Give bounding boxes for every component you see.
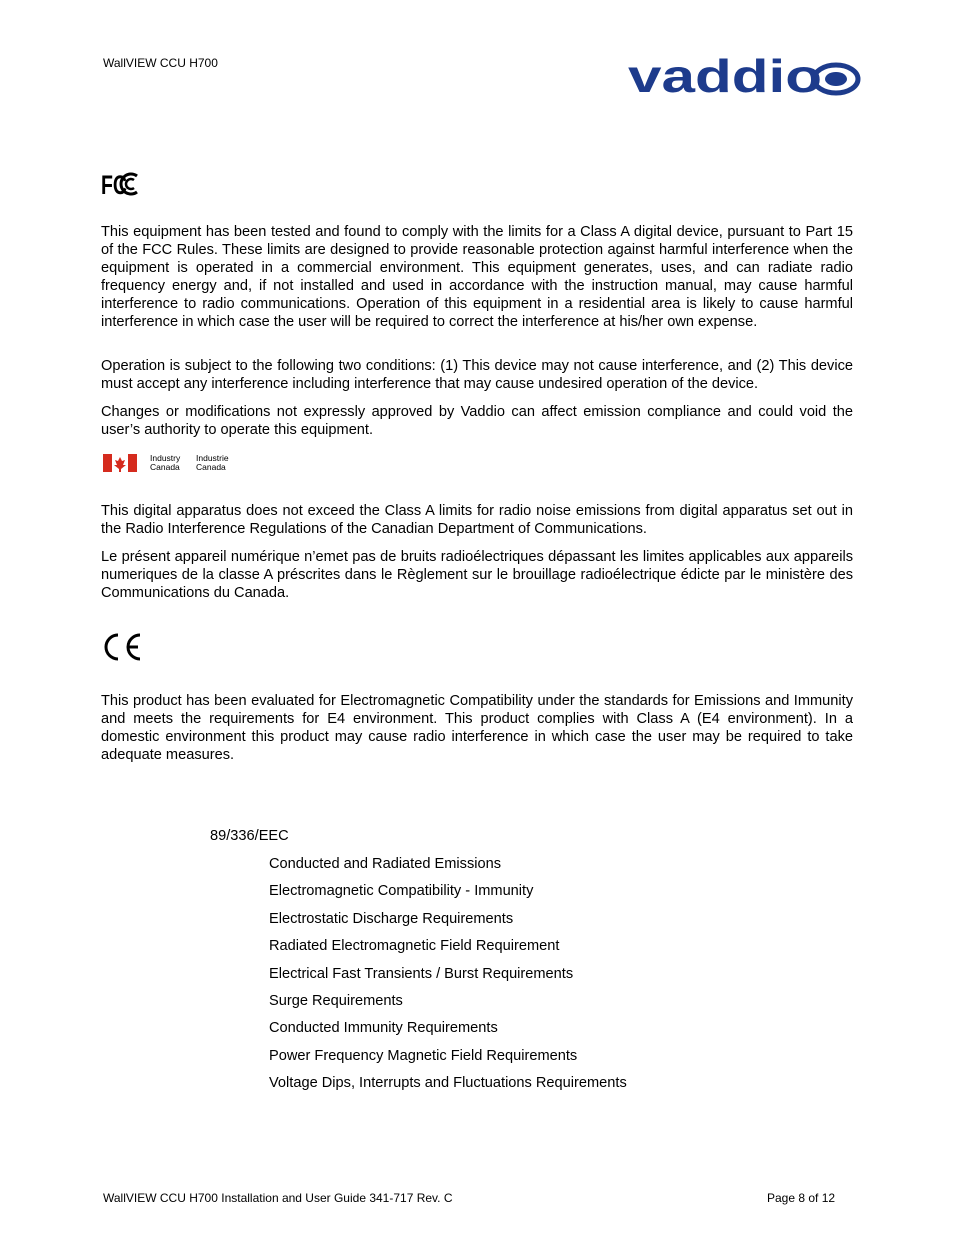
standard-item: Conducted and Radiated Emissions xyxy=(269,856,502,872)
fcc-paragraph-1: This equipment has been tested and found to comply with the limits for a Class A digital device, pursuant to Part 15 of the FCC Rules. These limits are designed to provide reasonable protection against harmful interference when the equipment is operated in a commercial environment. This equipment generates, uses, and can radiate radio frequency energy and, if not installed and used in accordance with the instruction manual, may cause harmful interference to radio communications. Operation of this equipment in a residential area is likely to cause harmful interference in which case the user will be required to correct the interference at his/her own expense. xyxy=(101,224,853,330)
footer-page-number: Page 8 of 12 xyxy=(767,1191,836,1205)
ic-logo-en-2: Canada xyxy=(150,462,180,472)
ic-paragraph-2: Le présent appareil numérique n’emet pas de bruits radioélectriques dépassant les limites applicables aux appareils numeriques de la classe A préscrites dans le Règlement sur le brouillage radioélectrique édicte par le ministère des Communications du Canada. xyxy=(101,549,853,601)
standards-list xyxy=(269,855,627,1102)
fcc-logo-icon xyxy=(101,170,141,198)
standard-item: Electromagnetic Compatibility - Immunity xyxy=(269,883,534,900)
standard-item: Voltage Dips, Interrupts and Fluctuations Requirements xyxy=(269,1075,627,1092)
vaddio-logo xyxy=(622,50,862,108)
ce-paragraph: This product has been evaluated for Electromagnetic Compatibility under the standards for Emissions and Immunity and meets the requirements for E4 environment. This product complies with Class A (E4 environment). In a domestic environment this product may cause radio interference in which case the user may be required to take adequate measures. xyxy=(101,693,853,763)
footer-document-title: WallVIEW CCU H700 Installation and User Guide 341-717 Rev. C xyxy=(103,1191,453,1205)
ic-logo-en-1: Industry xyxy=(150,453,181,463)
ic-logo-fr-1: Industrie xyxy=(196,453,229,463)
fcc-paragraph-3: Changes or modifications not expressly approved by Vaddio can affect emission compliance and could void the user’s authority to operate this equipment. xyxy=(101,404,853,438)
standard-item: Power Frequency Magnetic Field Requirements xyxy=(269,1047,578,1064)
ic-logo-fr-2: Canada xyxy=(196,462,226,472)
standard-item: Conducted Immunity Requirements xyxy=(269,1020,498,1037)
fcc-logo-text: FC xyxy=(101,170,127,198)
fcc-paragraph-2: Operation is subject to the following two conditions: (1) This device may not cause interference, and (2) This device must accept any interference including interference that may cause undesired operation of the device. xyxy=(101,358,853,392)
standard-item: Surge Requirements xyxy=(269,992,403,1009)
standard-item: Electrical Fast Transients / Burst Requirements xyxy=(269,965,574,982)
standard-item: Electrostatic Discharge Requirements xyxy=(269,910,514,927)
industry-canada-logo-icon xyxy=(103,451,238,475)
ce-logo-text: CE xyxy=(101,632,103,633)
header-title: WallVIEW CCU H700 xyxy=(103,56,218,70)
ce-logo-icon xyxy=(101,632,145,662)
ic-paragraph-1: This digital apparatus does not exceed the Class A limits for radio noise emissions from digital apparatus set out in the Radio Interference Regulations of the Canadian Department of Communications. xyxy=(101,503,853,537)
vaddio-logo-text: vaddio xyxy=(628,50,822,102)
standard-item: Radiated Electromagnetic Field Requirement xyxy=(269,938,560,955)
directive-label: 89/336/EEC xyxy=(210,828,289,844)
